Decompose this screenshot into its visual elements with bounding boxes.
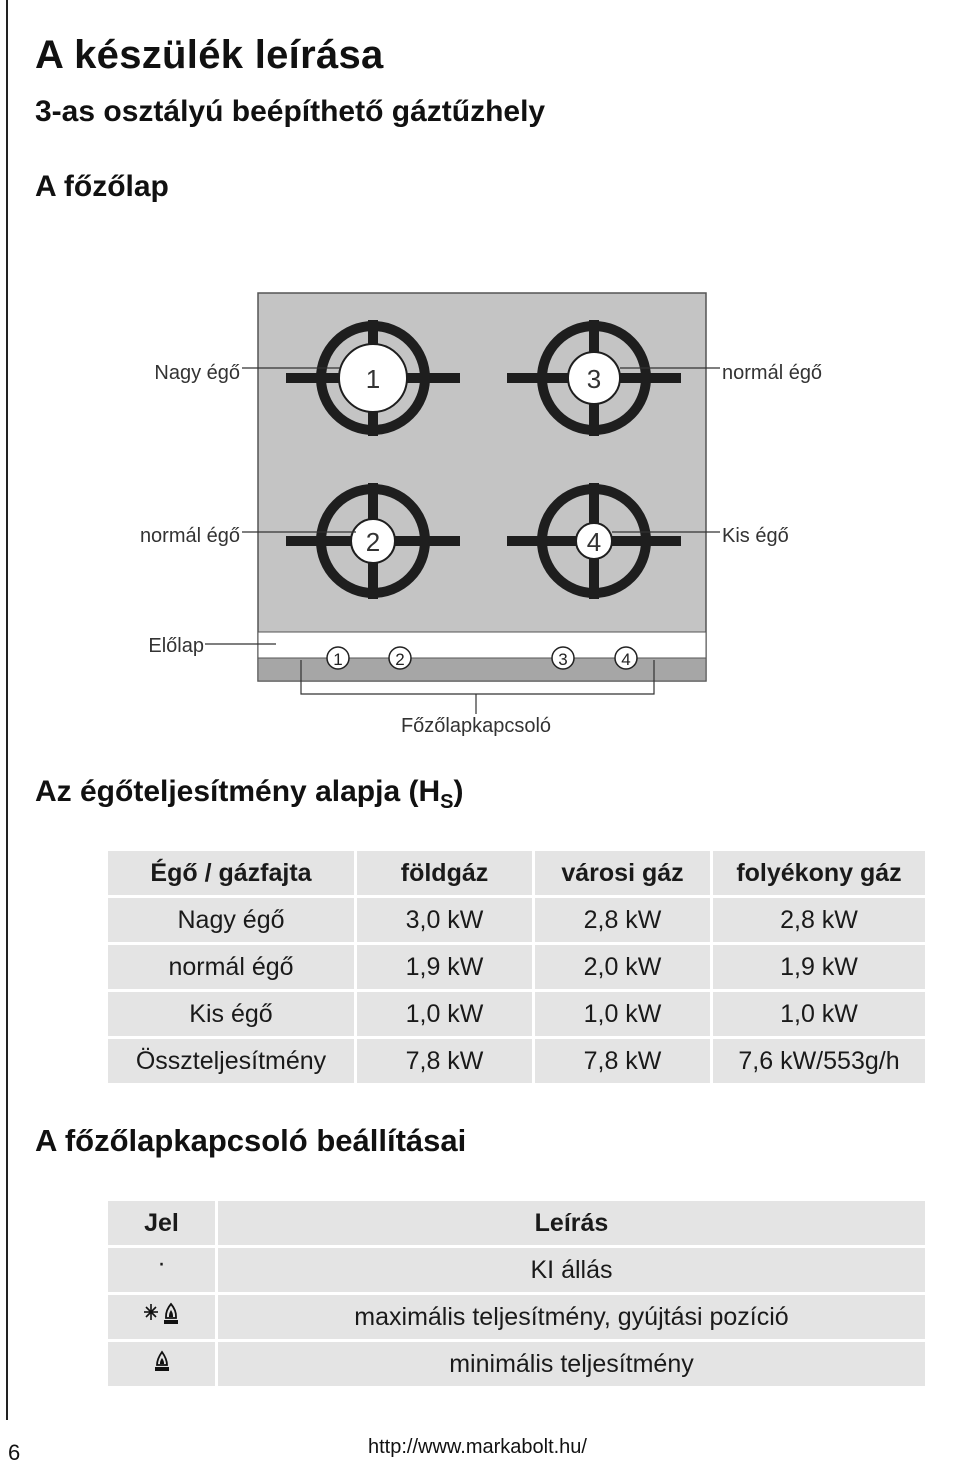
header-cell: folyékony gáz [713,851,925,895]
table-row [108,945,925,989]
table-header-row [108,1201,925,1245]
label-normal-ego-top: normál égő [722,362,823,384]
burner-number-1: 1 [365,364,381,394]
header-cell: városi gáz [535,851,710,895]
table-cell: 1,0 kW [357,992,532,1036]
table-cell: 1,0 kW [713,992,925,1036]
symbol-max [108,1295,215,1339]
table-cell: Összteljesítmény [108,1039,354,1083]
burner-number-4: 4 [586,527,602,557]
settings-heading: A főzőlapkapcsoló beállításai [35,1123,467,1158]
table-cell: minimális teljesítmény [218,1342,925,1386]
table-row [108,1342,925,1386]
spark-flame-icon [142,1301,182,1327]
header-cell: Leírás [218,1201,925,1245]
knob-settings-table [105,1198,928,1389]
knob-2 [389,647,411,669]
knob-number-3: 3 [558,650,568,669]
label-normal-ego-bottom: normál égő [139,525,240,547]
cooktop-heading: A főzőlap [35,170,169,203]
label-kis-ego: Kis égő [722,525,789,547]
table-row [108,898,925,942]
symbol-off: · [108,1248,215,1292]
table-cell: KI állás [218,1248,925,1292]
knob-4 [615,647,637,669]
footer-url[interactable]: http://www.markabolt.hu/ [368,1436,587,1458]
table-cell: 2,0 kW [535,945,710,989]
table-cell: 3,0 kW [357,898,532,942]
front-panel-lower [258,658,706,681]
header-cell: Égő / gázfajta [108,851,354,895]
table-cell: 1,9 kW [713,945,925,989]
cooktop-diagram [0,280,960,750]
burner-number-2: 2 [365,527,381,557]
knob-number-4: 4 [621,650,631,669]
page-subtitle: 3-as osztályú beépíthető gáztűzhely [35,95,546,128]
burner-power-table [105,848,928,1086]
table-cell: 1,9 kW [357,945,532,989]
table-row [108,1248,925,1292]
table-cell: 2,8 kW [713,898,925,942]
table-row [108,1295,925,1339]
page-title: A készülék leírása [35,33,384,77]
header-cell: Jel [108,1201,215,1245]
label-fozolapkapcsolo: Főzőlapkapcsoló [400,715,552,737]
knob-number-1: 1 [333,650,343,669]
burner-number-3: 3 [586,364,602,394]
power-heading-subscript: S [440,791,454,813]
table-header-row [108,851,925,895]
knob-3 [552,647,574,669]
table-cell: Nagy égő [108,898,354,942]
table-row [108,992,925,1036]
label-nagy-ego: Nagy égő [154,362,240,384]
table-row [108,1039,925,1083]
label-elolap: Előlap [148,635,204,657]
table-cell: 1,0 kW [535,992,710,1036]
knob-1 [327,647,349,669]
knob-number-2: 2 [395,650,405,669]
table-cell: 2,8 kW [535,898,710,942]
table-cell: 7,6 kW/553g/h [713,1039,925,1083]
table-cell: 7,8 kW [357,1039,532,1083]
table-cell: maximális teljesítmény, gyújtási pozíció [218,1295,925,1339]
power-heading [35,775,463,814]
power-heading-main: Az égőteljesítmény alapja (H [35,775,441,808]
table-cell: 7,8 kW [535,1039,710,1083]
symbol-min [108,1342,215,1386]
small-flame-icon [152,1348,172,1374]
front-panel [258,632,706,658]
header-cell: földgáz [357,851,532,895]
table-cell: Kis égő [108,992,354,1036]
page-number: 6 [8,1440,21,1465]
table-cell: normál égő [108,945,354,989]
power-heading-end: ) [453,775,464,808]
